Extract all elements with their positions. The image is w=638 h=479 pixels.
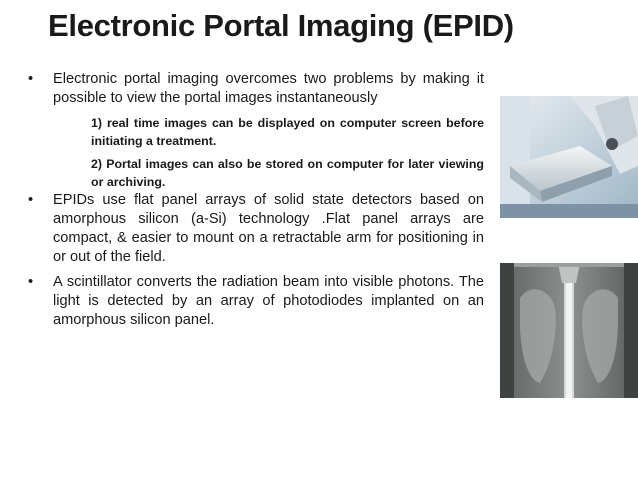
bullet-list — [28, 70, 484, 330]
bullet-item — [28, 273, 484, 330]
bullet-item — [28, 70, 484, 108]
epid-device-photo-icon — [500, 96, 638, 218]
slide-title: Electronic Portal Imaging (EPID) — [48, 8, 514, 43]
portal-image-xray-icon — [500, 263, 638, 398]
bullet-text: EPIDs use flat panel arrays of solid state detectors based on amorphous silicon (a-Si) technology .Flat panel arrays are compact, & easier to mount on a retractable arm for positioning in or out of the field. — [53, 192, 484, 265]
bullet-text: Electronic portal imaging overcomes two problems by making it possible to view the portal images instantaneously — [53, 71, 484, 106]
sub-item: 1) real time images can be displayed on computer screen before initiating a treatment. — [91, 116, 484, 148]
bullet-dot: • — [28, 274, 34, 290]
bullet-dot: • — [28, 192, 34, 208]
sub-item: 2) Portal images can also be stored on computer for later viewing or archiving. — [91, 157, 484, 189]
bullet-item — [28, 191, 484, 267]
bullet-text: A scintillator converts the radiation beam into visible photons. The light is detected by an array of photodiodes implanted on an amorphous silicon panel. — [53, 274, 484, 328]
bullet-dot: • — [28, 71, 34, 87]
